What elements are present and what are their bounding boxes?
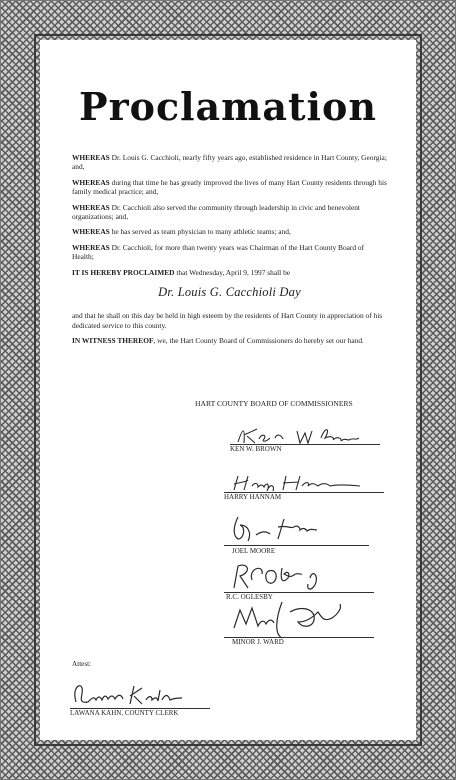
paragraph-lead: WHEREAS — [72, 227, 110, 237]
whereas-paragraph-2 — [72, 178, 387, 197]
whereas-paragraph-1 — [72, 153, 387, 172]
document-body — [40, 40, 416, 740]
proclamation-text — [72, 153, 387, 351]
paragraph-text: he has served as team physician to many athletic teams; and, — [109, 227, 291, 237]
paragraph-text: that Wednesday, April 9, 1997 shall be — [174, 267, 291, 277]
paragraph-text: Dr. Cacchioli also served the community through leadership in civic and benevolent organizations; and, — [72, 202, 360, 221]
signature-joel-moore — [228, 513, 368, 545]
clerk-name: LAWANA KAHN, COUNTY CLERK — [70, 709, 179, 717]
signature-line — [224, 545, 369, 546]
signature-lawana-kahn — [70, 680, 220, 708]
paragraph-text: , we, the Hart County Board of Commissioners do hereby set our hand. — [153, 335, 364, 345]
paragraph-lead: WHEREAS — [72, 202, 110, 212]
closing-paragraph: and that he shall on this day be held in high esteem by the residents of Hart County in appreciation of his dedicated service to this county. — [72, 311, 383, 330]
board-heading: HART COUNTY BOARD OF COMMISSIONERS — [195, 399, 353, 408]
whereas-paragraph-4 — [72, 227, 387, 236]
signatory-name: KEN W. BROWN — [230, 445, 282, 453]
attest-label: Attest: — [72, 660, 92, 668]
proclaimed-paragraph — [72, 268, 387, 277]
paragraph-lead: WHEREAS — [72, 153, 110, 162]
witness-paragraph — [72, 336, 387, 345]
document-title: Proclamation — [79, 84, 377, 129]
signature-rc-oglesby — [226, 560, 366, 592]
signature-harry-hannam — [228, 472, 378, 494]
paragraph-lead: IT IS HEREBY PROCLAIMED — [72, 267, 175, 277]
paragraph-text: Dr. Louis G. Cacchioli, nearly fifty years ago, established residence in Hart County, Georgia; and, — [72, 153, 387, 172]
honoree-day: Dr. Louis G. Cacchioli Day — [158, 284, 301, 299]
paragraph-lead: WHEREAS — [72, 242, 110, 252]
paragraph-text: during that time he has greatly improved the lives of many Hart County residents through his family medical practice; and, — [72, 177, 387, 197]
signature-minor-ward — [230, 598, 380, 642]
signatory-name: MINOR J. WARD — [232, 638, 284, 646]
whereas-paragraph-3 — [72, 203, 387, 222]
whereas-paragraph-5 — [72, 243, 387, 262]
paragraph-lead: WHEREAS — [72, 177, 110, 187]
signatory-name: R.C. OGLESBY — [226, 593, 273, 601]
paragraph-lead: IN WITNESS THEREOF — [72, 335, 154, 345]
signatory-name: JOEL MOORE — [232, 547, 276, 555]
paragraph-text: Dr. Cacchioli, for more than twenty years was Chairman of the Hart County Board of Health; — [72, 242, 365, 262]
signatory-name: HARRY HANNAM — [224, 493, 282, 501]
